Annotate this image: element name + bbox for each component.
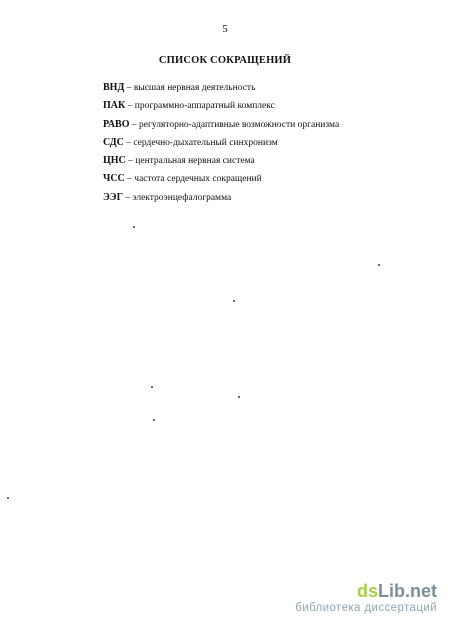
abbreviation-definition: частота сердечных сокращений — [134, 174, 262, 185]
abbreviation-term: РАВО — [103, 118, 130, 130]
abbreviation-row — [103, 98, 423, 116]
abbreviation-term: СДС — [103, 136, 124, 148]
abbreviation-row — [103, 171, 423, 189]
watermark — [295, 581, 437, 615]
abbreviation-term: ПАК — [103, 100, 126, 112]
page-number: 5 — [222, 23, 228, 35]
scan-speck — [233, 300, 235, 302]
abbreviation-definition: регуляторно-адаптивные возможности организма — [139, 119, 340, 130]
scan-speck — [7, 497, 9, 499]
abbreviation-row — [103, 153, 423, 171]
watermark-logo-part1: ds — [356, 581, 378, 601]
scan-speck — [151, 386, 153, 388]
scan-speck — [153, 419, 155, 421]
page-heading: СПИСОК СОКРАЩЕНИЙ — [158, 55, 292, 66]
watermark-logo — [295, 581, 437, 601]
abbreviation-term: ЧСС — [103, 173, 125, 185]
abbreviation-term: ЭЭГ — [103, 191, 123, 203]
abbreviation-row — [103, 80, 423, 98]
scan-speck — [133, 226, 135, 228]
abbreviation-separator: – — [124, 83, 134, 93]
abbreviation-separator: – — [125, 101, 135, 112]
watermark-tagline: библиотека диссертаций — [295, 602, 437, 614]
abbreviation-definition: программно-аппаратный комплекс — [134, 101, 275, 112]
abbreviation-definition: высшая нервная деятельность — [133, 83, 256, 93]
abbreviation-separator: – — [125, 156, 136, 167]
abbreviation-row — [103, 117, 423, 135]
abbreviation-list — [103, 80, 423, 208]
scan-speck — [238, 396, 240, 398]
abbreviation-row — [103, 190, 423, 208]
abbreviation-row — [103, 135, 423, 153]
abbreviation-separator: – — [124, 174, 135, 185]
abbreviation-term: ВНД — [103, 82, 125, 93]
abbreviation-separator: – — [123, 137, 134, 148]
abbreviation-separator: – — [129, 119, 139, 130]
scan-speck — [378, 264, 380, 266]
abbreviation-definition: электроэнцефалограмма — [132, 192, 232, 203]
abbreviation-separator: – — [122, 192, 133, 203]
watermark-logo-part2: Lib.net — [378, 581, 437, 601]
abbreviation-definition: сердечно-дыхательный синхронизм — [133, 137, 278, 148]
abbreviation-definition: центральная нервная система — [135, 156, 255, 167]
abbreviation-term: ЦНС — [103, 155, 126, 167]
